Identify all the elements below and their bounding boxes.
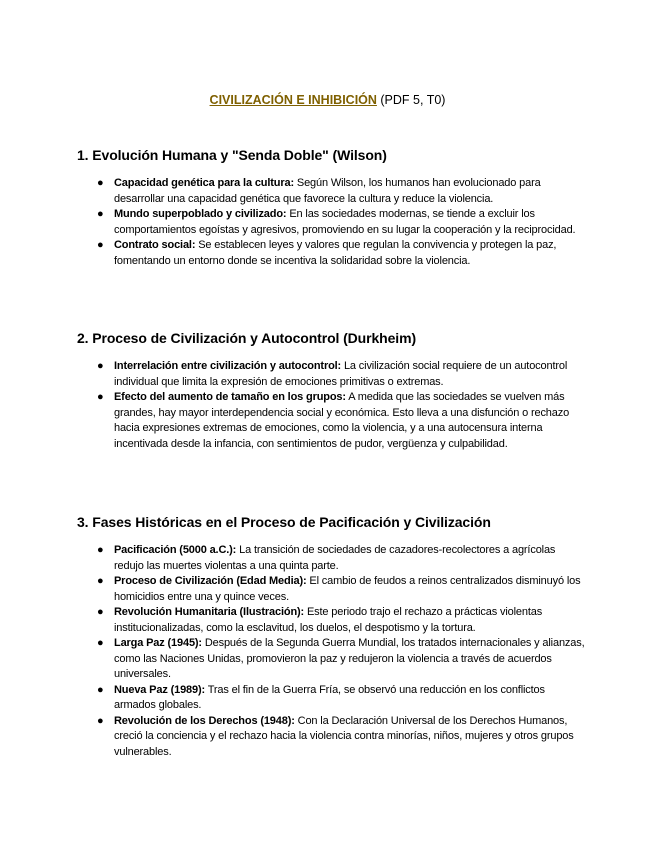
section-heading: 3. Fases Históricas en el Proceso de Pacificación y Civilización: [77, 514, 491, 530]
list-item: [77, 605, 587, 636]
list-item: [77, 714, 587, 761]
section-heading: 1. Evolución Humana y "Senda Doble" (Wilson): [77, 147, 387, 163]
section-heading: 2. Proceso de Civilización y Autocontrol (Durkheim): [77, 330, 417, 346]
bullet-icon: ●: [97, 208, 104, 220]
list-item: [77, 359, 587, 390]
item-text: La transición de sociedades de cazadores-recolectores a agrícolas redujo las muertes violentas a una quinta parte.: [114, 544, 556, 572]
bullet-icon: ●: [97, 239, 104, 251]
bullet-icon: ●: [97, 606, 104, 618]
item-text: Según Wilson, los humanos han evolucionado para desarrollar una capacidad genética que favorece la cultura y reduce la violencia.: [114, 177, 541, 205]
bullet-icon: ●: [97, 360, 104, 372]
item-text: Con la Declaración Universal de los Derechos Humanos, creció la conciencia y el rechazo hacia la violencia contra minorías, niños, mujeres y otros grupos vulnerables.: [114, 714, 574, 758]
item-term: Revolución de los Derechos (1948):: [114, 714, 295, 727]
item-term: Capacidad genética para la cultura:: [114, 177, 294, 189]
item-term: Interrelación entre civilización y autocontrol:: [114, 360, 342, 372]
document-title: [0, 92, 655, 108]
item-text: El cambio de feudos a reinos centralizados disminuyó los homicidios entre una y quince veces.: [114, 575, 581, 603]
bullet-icon: ●: [97, 683, 104, 696]
list-item: [77, 176, 587, 207]
bullet-icon: ●: [97, 544, 104, 556]
item-text: La civilización social requiere de un autocontrol individual que limita la expresión de emociones primitivas o extremas.: [114, 360, 568, 388]
list-item: [77, 543, 587, 574]
bullet-icon: ●: [97, 177, 104, 189]
bullet-icon: ●: [97, 637, 104, 649]
bullet-list: [77, 176, 587, 269]
item-term: Nueva Paz (1989):: [114, 683, 205, 696]
item-term: Proceso de Civilización (Edad Media):: [114, 575, 307, 587]
title-suffix: (PDF 5, T0): [376, 93, 446, 107]
bullet-list: [77, 359, 587, 452]
item-text: Después de la Segunda Guerra Mundial, los tratados internacionales y alianzas, como las Naciones Unidas, promovieron la paz y redujeron la violencia a través de acuerdos universales.: [114, 637, 585, 680]
bullet-icon: ●: [97, 575, 104, 587]
section-2: [77, 329, 587, 452]
bullet-list: [77, 543, 587, 760]
item-term: Pacificación (5000 a.C.):: [114, 544, 237, 556]
item-term: Contrato social:: [114, 239, 196, 251]
list-item: [77, 574, 587, 605]
list-item: [77, 636, 587, 683]
bullet-icon: ●: [97, 714, 104, 727]
item-text: Se establecen leyes y valores que regulan la convivencia y protegen la paz, fomentando un entorno donde se incentiva la solidaridad sobre la violencia.: [114, 239, 557, 267]
item-term: Larga Paz (1945):: [114, 637, 202, 649]
list-item: [77, 390, 587, 452]
list-item: [77, 238, 587, 269]
item-text: A medida que las sociedades se vuelven más grandes, hay mayor interdependencia social y económica. Esto lleva a una disfunción o rechazo hacia expresiones extremas de emociones, como la violencia, y a una autocensura interna incentivada desde la infancia, con sentimientos de pudor, vergüenza y culpabilidad.: [114, 391, 570, 450]
item-term: Revolución Humanitaria (Ilustración):: [114, 606, 305, 618]
item-text: Este periodo trajo el rechazo a prácticas violentas institucionalizadas, como la esclavitud, los duelos, el despotismo y la tortura.: [114, 606, 543, 634]
bullet-icon: ●: [97, 391, 104, 403]
list-item: [77, 207, 587, 238]
item-text: Tras el fin de la Guerra Fría, se observó una reducción en los conflictos armados globales.: [114, 683, 545, 711]
list-item: [77, 683, 587, 714]
section-3: [77, 513, 587, 760]
item-text: En las sociedades modernas, se tiende a excluir los comportamientos egoístas y agresivos, promoviendo en su lugar la cooperación y la reciprocidad.: [114, 208, 576, 236]
title-link[interactable]: CIVILIZACIÓN E INHIBICIÓN: [209, 93, 377, 107]
section-1: [77, 146, 587, 269]
item-term: Mundo superpoblado y civilizado:: [114, 208, 287, 220]
item-term: Efecto del aumento de tamaño en los grupos:: [114, 391, 346, 403]
